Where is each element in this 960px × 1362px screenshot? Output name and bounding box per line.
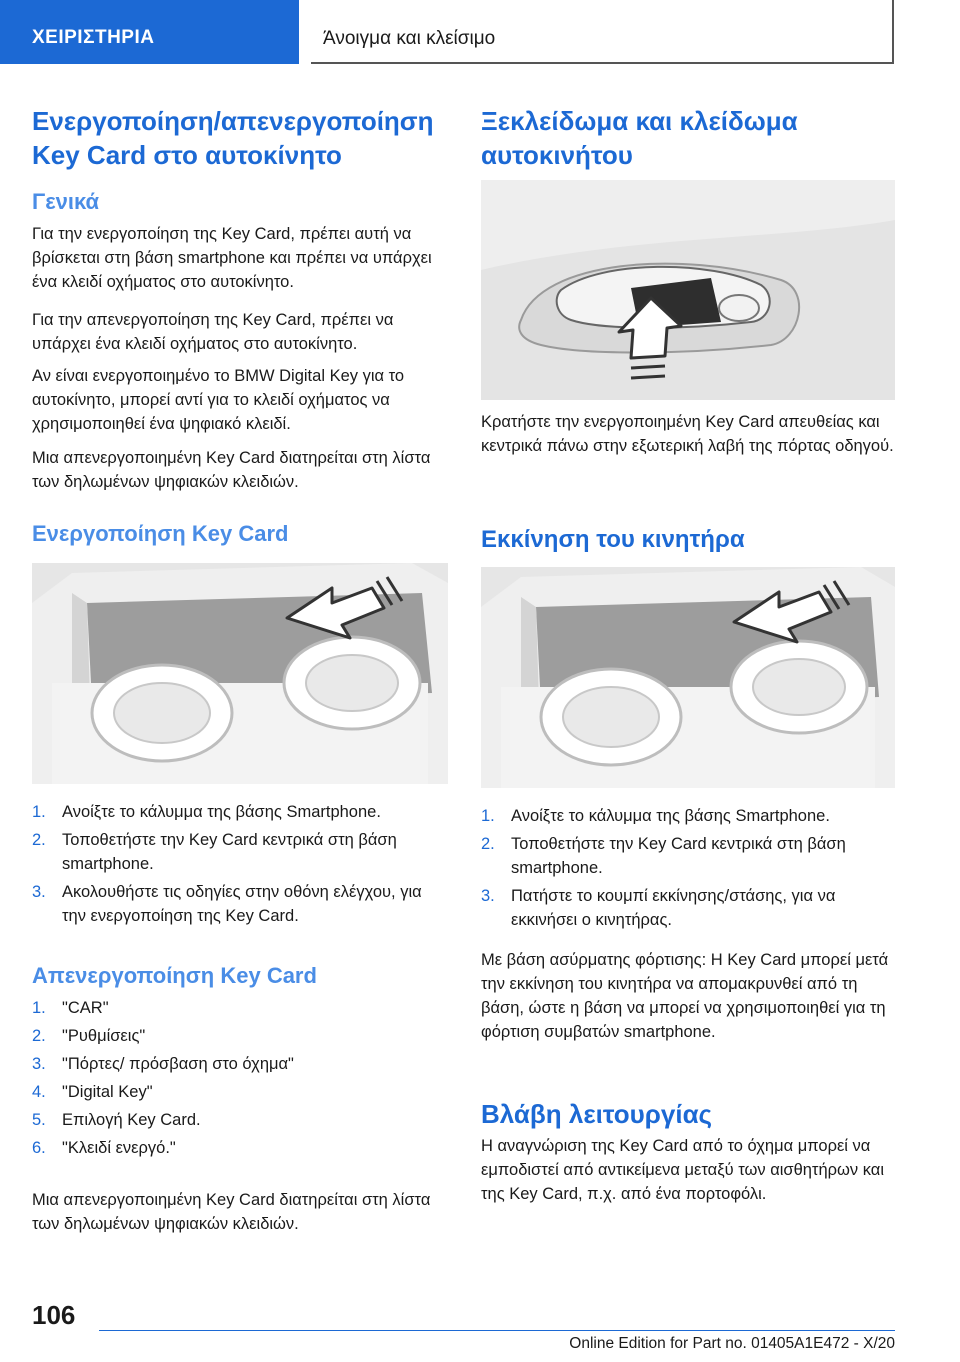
activate-steps-list	[32, 800, 448, 932]
list-item: 3. "Πόρτες/ πρόσβαση στο όχημα"	[32, 1055, 294, 1073]
list-item: 2. "Ρυθμίσεις"	[32, 1027, 146, 1045]
door-handle-illustration	[481, 180, 895, 400]
list-item: 5. Επιλογή Key Card.	[32, 1111, 201, 1129]
deactivate-note: Μια απενεργοποιημένη Key Card διατηρείται στη λίστα των δηλωμένων ψηφιακών κλειδιών.	[32, 1191, 431, 1233]
fault-heading: Βλάβη λειτουργίας	[481, 1099, 713, 1129]
page-title: Ενεργοποίηση/απενεργοποίηση Key Card στο αυτοκίνητο	[32, 106, 434, 170]
door-handle-image	[481, 180, 895, 400]
chapter-header	[311, 0, 894, 64]
section-label: ΧΕΙΡΙΣΤΗΡΙΑ	[32, 27, 155, 48]
activate-heading: Ενεργοποίηση Key Card	[32, 521, 289, 546]
section-tab	[0, 0, 299, 64]
list-item: 1. Ανοίξτε το κάλυμμα της βάσης Smartphone.	[32, 803, 381, 821]
chapter-label: Άνοιγμα και κλείσιμο	[323, 28, 496, 49]
start-note: Με βάση ασύρματης φόρτισης: Η Key Card μπορεί μετά την εκκίνηση του κινητήρα να απομακρυνθεί από τη βάση, ώστε η βάση να μπορεί να χρησιμοποιηθεί για τη φόρτιση συμβατών smartphone.	[481, 951, 889, 1041]
page-number: 106	[32, 1300, 76, 1330]
fault-paragraph: Η αναγνώριση της Key Card από το όχημα μπορεί να εμποδιστεί από αντικείμενα μεταξύ των αισθητήρων και της Key Card, π.χ. από ένα πορτοφόλι.	[481, 1137, 884, 1203]
general-heading: Γενικά	[32, 189, 100, 214]
list-item: 2. Τοποθετήστε την Key Card κεντρικά στη βάση smartphone.	[32, 831, 397, 873]
smartphone-tray-image	[32, 563, 448, 784]
deactivate-heading: Απενεργοποίηση Key Card	[32, 963, 317, 988]
smartphone-tray-image-2	[481, 567, 895, 788]
start-steps-list	[481, 804, 895, 936]
list-item: 2. Τοποθετήστε την Key Card κεντρικά στη βάση smartphone.	[481, 835, 846, 877]
general-paragraph-4: Μια απενεργοποιημένη Key Card διατηρείται στη λίστα των δηλωμένων ψηφιακών κλειδιών.	[32, 449, 431, 491]
unlock-heading: Ξεκλείδωμα και κλείδωμα αυτοκινήτου	[481, 106, 798, 170]
smartphone-tray-illustration	[32, 563, 448, 784]
deactivate-steps-list	[32, 996, 448, 1164]
edition-text: Online Edition for Part no. 01405A1E472 - X/20	[569, 1335, 895, 1352]
start-heading: Εκκίνηση του κινητήρα	[481, 526, 745, 553]
general-paragraph-1: Για την ενεργοποίηση της Key Card, πρέπει αυτή να βρίσκεται στη βάση smartphone και πρέπει να υπάρχει ένα κλειδί οχήματος στο αυτοκίνητο.	[32, 225, 432, 291]
list-item: 6. "Κλειδί ενεργό."	[32, 1139, 176, 1157]
list-item: 3. Πατήστε το κουμπί εκκίνησης/στάσης, για να εκκινήσει ο κινητήρας.	[481, 887, 836, 929]
smartphone-tray-illustration-2	[481, 567, 895, 788]
general-paragraph-2: Για την απενεργοποίηση της Key Card, πρέπει να υπάρχει ένα κλειδί οχήματος στο αυτοκίνητο.	[32, 311, 394, 353]
list-item: 1. "CAR"	[32, 999, 109, 1017]
general-paragraph-3: Αν είναι ενεργοποιημένο το BMW Digital Key για το αυτοκίνητο, μπορεί αντί για το κλειδί οχήματος να χρησιμοποιηθεί ένα ψηφιακό κλειδί.	[32, 367, 405, 433]
footer-divider	[99, 1330, 895, 1331]
unlock-paragraph: Κρατήστε την ενεργοποιημένη Key Card απευθείας και κεντρικά πάνω στην εξωτερική λαβή της πόρτας οδηγού.	[481, 413, 894, 455]
list-item: 3. Ακολουθήστε τις οδηγίες στην οθόνη ελέγχου, για την ενεργοποίηση της Key Card.	[32, 883, 422, 925]
list-item: 1. Ανοίξτε το κάλυμμα της βάσης Smartphone.	[481, 807, 830, 825]
list-item: 4. "Digital Key"	[32, 1083, 153, 1101]
